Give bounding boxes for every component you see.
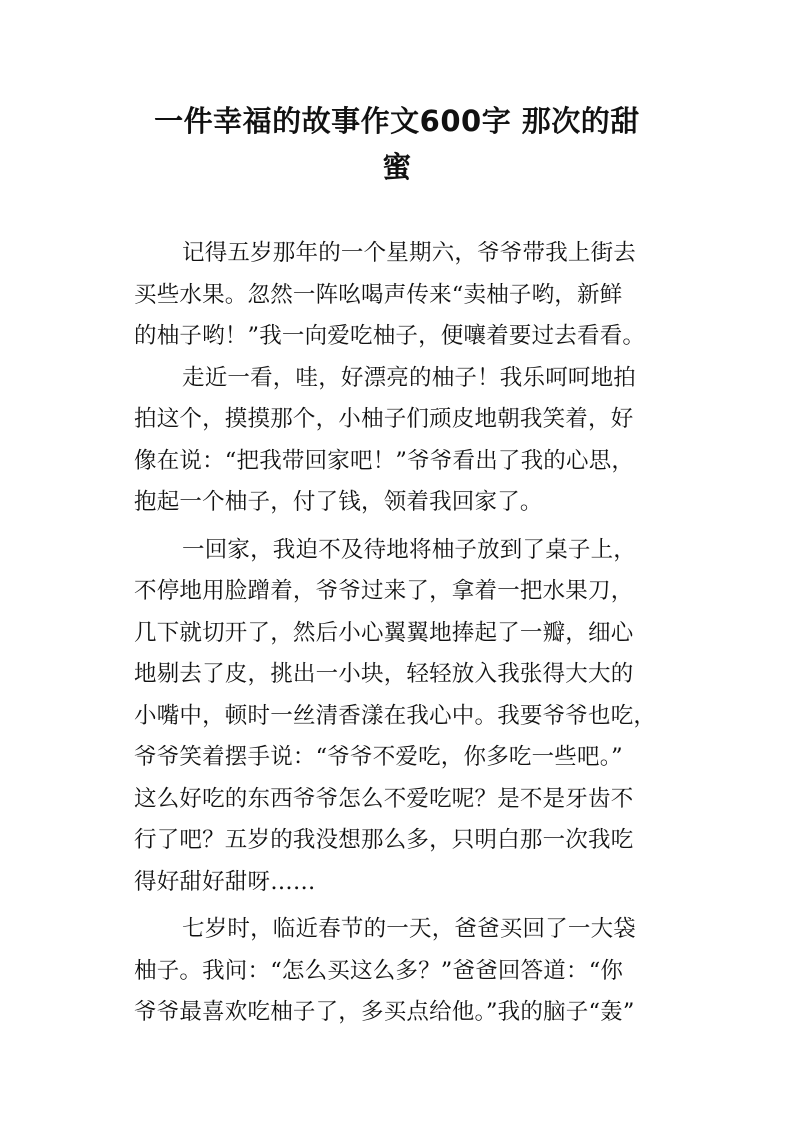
title-line-1: 一件幸福的故事作文600字 那次的甜 xyxy=(154,104,640,138)
text-line: 拍这个，摸摸那个，小柚子们顽皮地朝我笑着，好 xyxy=(134,406,634,432)
text-line: 小嘴中，顿时一丝清香漾在我心中。我要爷爷也吃， xyxy=(134,702,657,729)
text-line: 行了吧？五岁的我没想那么多，只明白那一次我吃 xyxy=(134,827,634,853)
text-line: 柚子。我问：“怎么买这么多？”爸爸回答道：“你 xyxy=(134,957,624,984)
paragraph-4 xyxy=(134,909,664,1034)
article-body xyxy=(134,233,664,1034)
text-line: 爷爷笑着摆手说：“爷爷不爱吃，你多吃一些吧。” xyxy=(134,744,623,770)
text-line: 的柚子哟！”我一向爱吃柚子，便嚷着要过去看看。 xyxy=(134,323,646,349)
text-line: 这么好吃的东西爷爷怎么不爱吃呢？是不是牙齿不 xyxy=(134,785,634,812)
text-line: 像在说：“把我带回家吧！”爷爷看出了我的心思， xyxy=(134,447,635,474)
text-line: 一回家，我迫不及待地将柚子放到了桌子上， xyxy=(182,536,637,563)
title-line-2: 蜜 xyxy=(382,150,412,184)
text-line: 七岁时，临近春节的一天，爸爸买回了一大袋 xyxy=(182,916,637,942)
paragraph-1 xyxy=(134,233,664,358)
text-line: 得好甜好甜呀…… xyxy=(134,868,316,895)
paragraph-2 xyxy=(134,358,664,524)
paragraph-3 xyxy=(134,530,664,904)
text-line: 买些水果。忽然一阵吆喝声传来“卖柚子哟，新鲜 xyxy=(134,281,623,308)
text-line: 几下就切开了，然后小心翼翼地捧起了一瓣，细心 xyxy=(134,619,634,646)
page-title xyxy=(110,98,684,190)
text-line: 抱起一个柚子，付了钱，领着我回家了。 xyxy=(134,489,543,515)
text-line: 不停地用脸蹭着，爷爷过来了，拿着一把水果刀， xyxy=(134,578,634,604)
text-line: 走近一看，哇，好漂亮的柚子！我乐呵呵地拍 xyxy=(182,364,637,391)
text-line: 爷爷最喜欢吃柚子了，多买点给他。”我的脑子“轰” xyxy=(134,999,635,1025)
text-line: 地剔去了皮，挑出一小块，轻轻放入我张得大大的 xyxy=(134,661,634,687)
text-line: 记得五岁那年的一个星期六，爷爷带我上街去 xyxy=(182,240,637,266)
